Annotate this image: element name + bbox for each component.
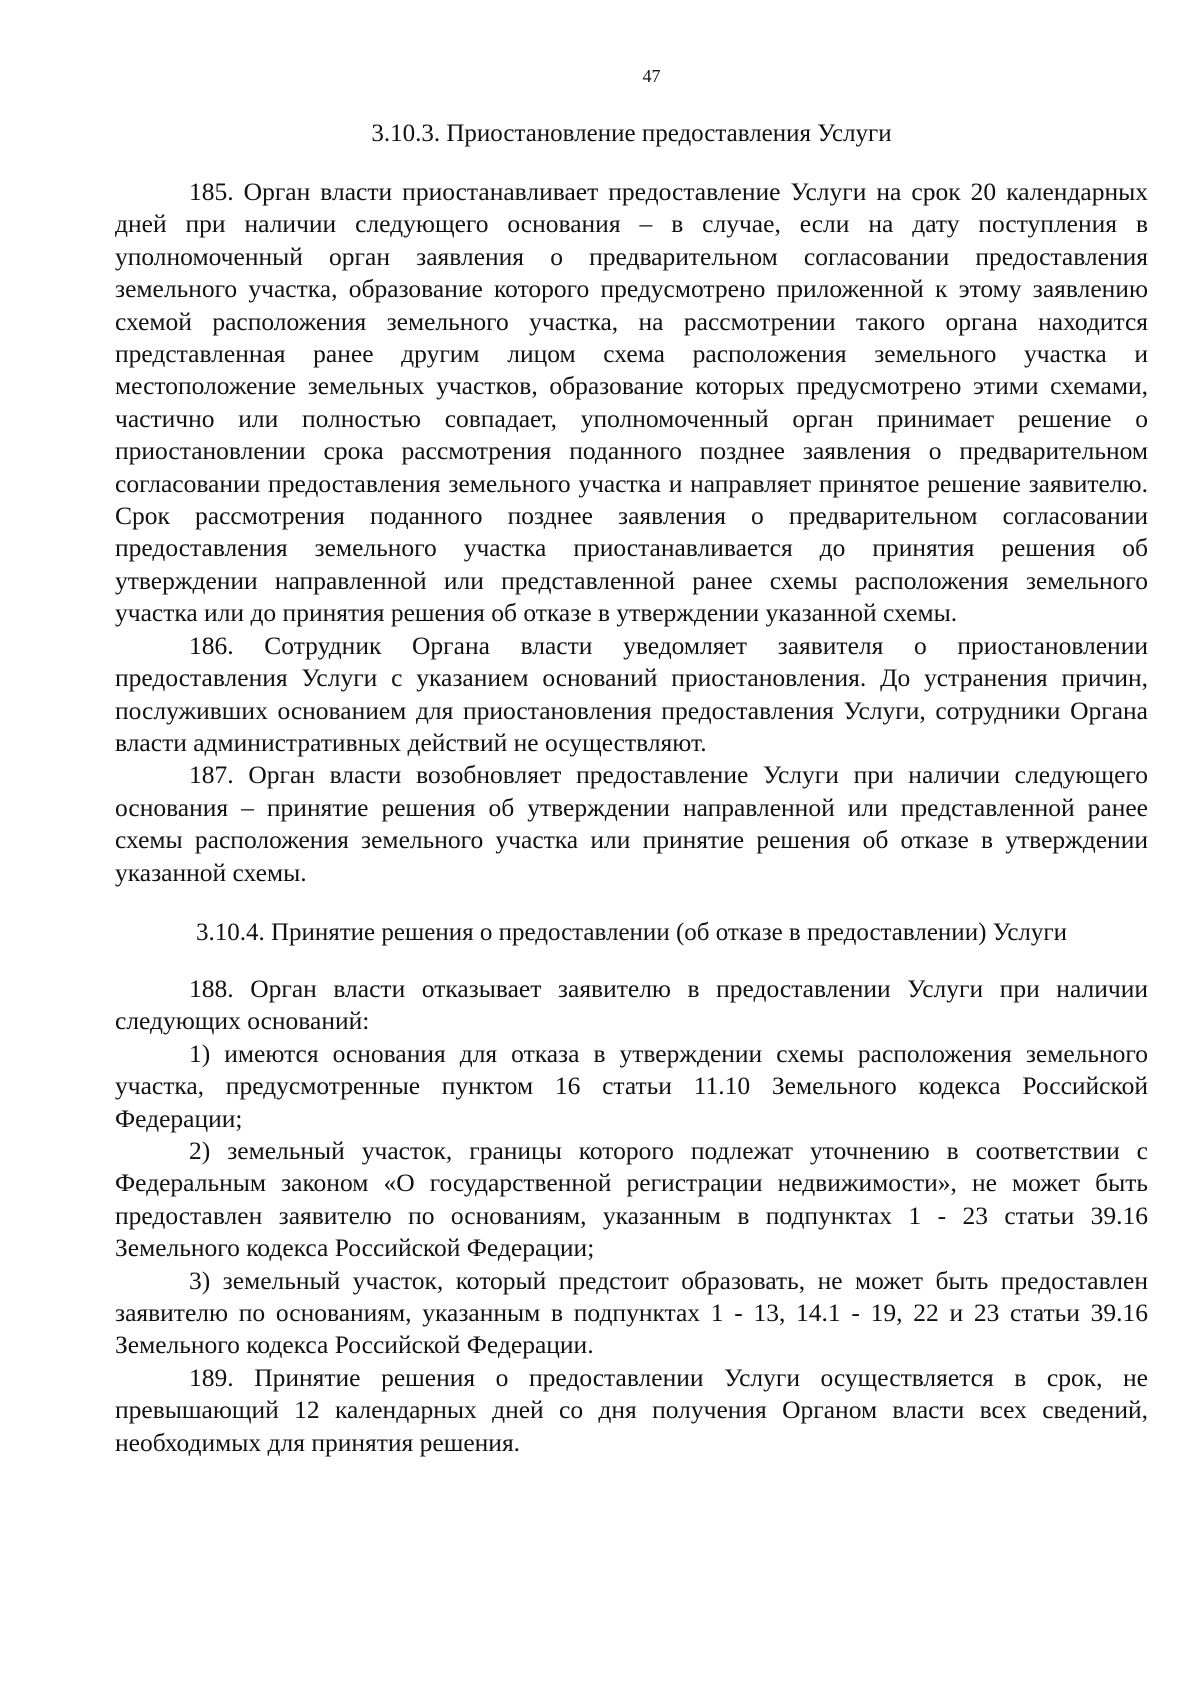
paragraph-185: 185. Орган власти приостанавливает предоставление Услуги на срок 20 календарных дней при наличии следующего основания – в случае, если на дату поступления в уполномоченный орган заявления о предварительном согласовании предоставления земельного участка, образование которого предусмотрено приложенной к этому заявлению схемой расположения земельного участка, на рассмотрении такого органа находится представленная ранее другим лицом схема расположения земельного участка и местоположение земельных участков, образование которых предусмотрено этими схемами, частично или полностью совпадает, уполномоченный орган принимает решение о приостановлении срока рассмотрения поданного позднее заявления о предварительном согласовании предоставления земельного участка и направляет принятое решение заявителю. Срок рассмотрения поданного позднее заявления о предварительном согласовании предоставления земельного участка приостанавливается до принятия решения об утверждении направленной или представленной ранее схемы расположения земельного участка или до принятия решения об отказе в утверждении указанной схемы. xyxy=(115,177,1148,628)
section-heading-3-10-3: 3.10.3. Приостановление предоставления Услуги xyxy=(371,120,892,147)
section-heading-3-10-4: 3.10.4. Принятие решения о предоставлении (об отказе в предоставлении) Услуги xyxy=(195,918,1068,946)
list-item-2: 2) земельный участок, границы которого подлежат уточнению в соответствии с Федеральным законом «О государственной регистрации недвижимости», не может быть предоставлен заявителю по основаниям, указанным в подпунктах 1 - 23 статьи 39.16 Земельного кодекса Российской Федерации; xyxy=(115,1135,1148,1263)
list-item-1: 1) имеются основания для отказа в утверждении схемы расположения земельного участка, предусмотренные пунктом 16 статьи 11.10 Земельного кодекса Российской Федерации; xyxy=(115,1038,1148,1133)
page-number: 47 xyxy=(642,66,661,86)
paragraph-186: 186. Сотрудник Органа власти уведомляет заявителя о приостановлении предоставления Услуги с указанием оснований приостановления. До устранения причин, послуживших основанием для приостановления предоставления Услуги, сотрудники Органа власти административных действий не осуществляют. xyxy=(115,630,1148,757)
list-item-3: 3) земельный участок, который предстоит образовать, не может быть предоставлен заявителю по основаниям, указанным в подпунктах 1 - 13, 14.1 - 19, 22 и 23 статьи 39.16 Земельного кодекса Российской Федерации. xyxy=(115,1265,1148,1360)
paragraph-187: 187. Орган власти возобновляет предоставление Услуги при наличии следующего основания – принятие решения об утверждении направленной или представленной ранее схемы расположения земельного участка или принятие решения об отказе в утверждении указанной схемы. xyxy=(115,760,1148,887)
paragraph-189: 189. Принятие решения о предоставлении Услуги осуществляется в срок, не превышающий 12 календарных дней со дня получения Органом власти всех сведений, необходимых для принятия решения. xyxy=(115,1362,1148,1457)
paragraph-188: 188. Орган власти отказывает заявителю в предоставлении Услуги при наличии следующих оснований: xyxy=(115,973,1148,1036)
